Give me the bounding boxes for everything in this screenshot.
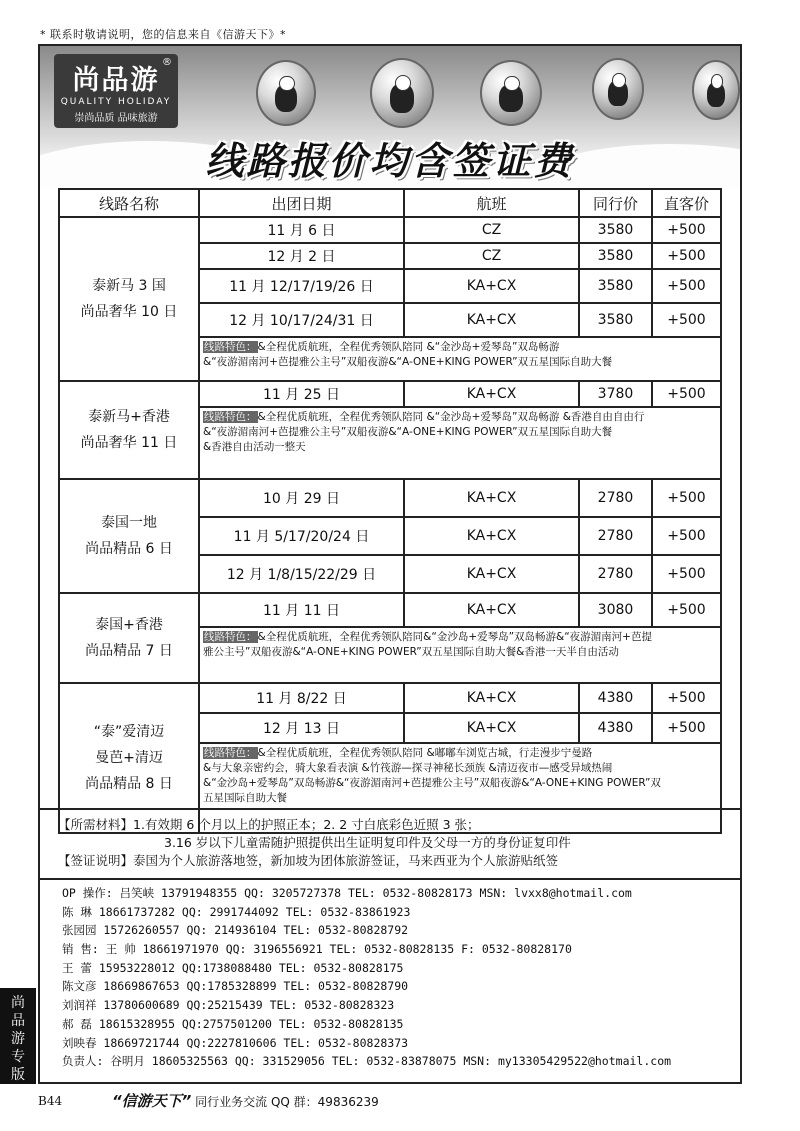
feature-text: &全程优质航班，全程优秀领队陪同 &“金沙岛+爱琴岛”双岛畅游 &香港自由自由行 — [257, 411, 645, 423]
flight: KA+CX — [404, 303, 579, 337]
header-flight: 航班 — [404, 189, 579, 217]
flight: KA+CX — [404, 683, 579, 713]
departure-date: 11 月 11 日 — [199, 593, 404, 627]
contact-line: 张园园 15726260557 QQ: 214936104 TEL: 0532-80828792 — [62, 923, 409, 938]
route-subtitle: 尚品奢华 11 日 — [80, 435, 178, 451]
flight: KA+CX — [404, 517, 579, 555]
page-headline: 线路报价均含签证费 — [205, 139, 575, 183]
snow-globe-icon — [256, 60, 316, 126]
table-row — [59, 683, 721, 713]
feature-line — [203, 645, 717, 660]
route-subtitle: 曼芭+清迈 — [95, 750, 163, 766]
registered-mark: ® — [162, 57, 172, 68]
contact-line: 王 蕾 15953228012 QQ:1738088480 TEL: 0532-80828175 — [62, 960, 404, 975]
logo-english: QUALITY HOLIDAY — [60, 97, 172, 107]
snow-globe-icon — [592, 58, 644, 120]
contact-line: 郝 磊 18615328955 QQ:2757501200 TEL: 0532-80828135 — [62, 1016, 404, 1031]
table-row — [59, 479, 721, 517]
retail-price: +500 — [652, 479, 721, 517]
table-header-row — [59, 189, 721, 217]
route-subtitle: 尚品精品 6 日 — [85, 541, 173, 557]
feature-line — [203, 340, 717, 355]
route-name-cell — [59, 217, 199, 381]
retail-price: +500 — [652, 269, 721, 303]
feature-text: &香港自由活动一整天 — [203, 441, 306, 453]
trade-price: 4380 — [579, 713, 652, 743]
departure-date: 12 月 2 日 — [199, 243, 404, 269]
route-name: 泰国一地 — [101, 515, 157, 531]
feature-line — [203, 776, 717, 791]
contact-line: OP 操作: 吕笑峡 13791948355 QQ: 3205727378 TEL: 0532-80828173 MSN: lvxx8@hotmail.com — [62, 886, 632, 900]
side-tab — [0, 988, 36, 1084]
table-row — [59, 593, 721, 627]
flight: KA+CX — [404, 479, 579, 517]
flight: KA+CX — [404, 269, 579, 303]
logo-slogan: 崇尚品质 品味旅游 — [74, 113, 158, 124]
retail-price: +500 — [652, 683, 721, 713]
retail-price: +500 — [652, 243, 721, 269]
footer-brand: “信游天下” — [112, 1092, 192, 1110]
price-table — [58, 188, 722, 834]
departure-date: 12 月 1/8/15/22/29 日 — [199, 555, 404, 593]
route-name: 泰新马+香港 — [88, 409, 170, 425]
feature-text: 五星国际自助大餐 — [203, 792, 287, 804]
trade-price: 3580 — [579, 269, 652, 303]
departure-date: 11 月 5/17/20/24 日 — [199, 517, 404, 555]
retail-price: +500 — [652, 713, 721, 743]
trade-price: 3780 — [579, 381, 652, 407]
feature-line — [203, 746, 717, 761]
route-name-cell — [59, 683, 199, 833]
route-name-cell — [59, 593, 199, 683]
retail-price: +500 — [652, 303, 721, 337]
footer-text: 同行业务交流 QQ 群：49836239 — [195, 1095, 379, 1109]
feature-line — [203, 761, 717, 776]
trade-price: 4380 — [579, 683, 652, 713]
divider — [40, 878, 740, 880]
contact-line: 刘润祥 13780600689 QQ:25215439 TEL: 0532-80828323 — [62, 998, 395, 1013]
trade-price: 2780 — [579, 555, 652, 593]
contact-list — [62, 884, 671, 1071]
retail-price: +500 — [652, 517, 721, 555]
feature-line — [203, 630, 717, 645]
brand-logo — [54, 54, 178, 128]
feature-label: 线路特色： — [204, 411, 257, 423]
contact-line: 陈 琳 18661737282 QQ: 2991744092 TEL: 0532-83861923 — [62, 904, 411, 919]
departure-date: 11 月 12/17/19/26 日 — [199, 269, 404, 303]
header-retail-price: 直客价 — [652, 189, 721, 217]
table-row — [59, 217, 721, 243]
note-visa: 【签证说明】泰国为个人旅游落地签，新加坡为团体旅游签证，马来西亚为个人旅游贴纸签 — [58, 853, 559, 868]
route-name: “泰”爱清迈 — [93, 724, 165, 740]
feature-text: &全程优质航班，全程优秀领队陪同&“金沙岛+爱琴岛”双岛畅游&“夜游湄南河+芭提 — [257, 631, 652, 643]
flight: KA+CX — [404, 713, 579, 743]
trade-price: 3080 — [579, 593, 652, 627]
retail-price: +500 — [652, 593, 721, 627]
departure-date: 11 月 25 日 — [199, 381, 404, 407]
top-note: * 联系时敬请说明，您的信息来自《信游天下》* — [40, 28, 286, 41]
route-features — [199, 627, 721, 683]
snow-globe-icon — [692, 60, 740, 120]
contact-line: 销 售: 王 帅 18661971970 QQ: 3196556921 TEL: 0532-80828135 F: 0532-80828170 — [62, 942, 572, 957]
feature-line — [203, 410, 717, 425]
departure-date: 11 月 8/22 日 — [199, 683, 404, 713]
trade-price: 3580 — [579, 243, 652, 269]
feature-line — [203, 355, 717, 370]
departure-date: 10 月 29 日 — [199, 479, 404, 517]
logo-name: 尚品游 — [72, 65, 160, 96]
contact-line: 刘映春 18669721744 QQ:2227810606 TEL: 0532-80828373 — [62, 1035, 409, 1050]
trade-price: 3580 — [579, 217, 652, 243]
header-date: 出团日期 — [199, 189, 404, 217]
route-name-cell — [59, 381, 199, 479]
feature-text: 雅公主号”双船夜游&“A-ONE+KING POWER”双五星国际自助大餐&香港一天半自由活动 — [203, 646, 619, 658]
feature-line — [203, 791, 717, 806]
header-trade-price: 同行价 — [579, 189, 652, 217]
feature-text: &“夜游湄南河+芭提雅公主号”双船夜游&“A-ONE+KING POWER”双五星国际自助大餐 — [203, 356, 613, 368]
departure-date: 12 月 13 日 — [199, 713, 404, 743]
flight: KA+CX — [404, 593, 579, 627]
side-tab-text: 尚品游专版 — [11, 995, 25, 1083]
header-route: 线路名称 — [59, 189, 199, 217]
feature-text: &全程优质航班，全程优秀领队陪同 &“金沙岛+爱琴岛”双岛畅游 — [257, 341, 560, 353]
flight: KA+CX — [404, 381, 579, 407]
retail-price: +500 — [652, 555, 721, 593]
feature-label: 线路特色： — [204, 341, 257, 353]
route-features — [199, 337, 721, 381]
departure-date: 12 月 10/17/24/31 日 — [199, 303, 404, 337]
route-features — [199, 407, 721, 479]
footer — [112, 1090, 379, 1111]
snow-globe-icon — [370, 58, 434, 128]
feature-label: 线路特色： — [204, 747, 257, 759]
trade-price: 3580 — [579, 303, 652, 337]
notes-section — [58, 816, 720, 870]
route-subtitle: 尚品精品 7 日 — [85, 643, 173, 659]
contact-line: 陈文彦 18669867653 QQ:1785328899 TEL: 0532-80828790 — [62, 979, 409, 994]
route-name: 泰国+香港 — [95, 617, 163, 633]
route-name-cell — [59, 479, 199, 593]
route-subtitle: 尚品奢华 10 日 — [80, 304, 178, 320]
retail-price: +500 — [652, 381, 721, 407]
trade-price: 2780 — [579, 517, 652, 555]
flight: CZ — [404, 243, 579, 269]
route-name: 泰新马 3 国 — [92, 278, 166, 294]
page-number: B44 — [38, 1094, 63, 1108]
note-materials: 【所需材料】1.有效期 6 个月以上的护照正本；2. 2 寸白底彩色近照 3 张； — [58, 817, 480, 832]
contact-line: 负责人: 谷明月 18605325563 QQ: 331529056 TEL: 0532-83878075 MSN: my13305429522@hotmail.com — [62, 1054, 672, 1069]
feature-label: 线路特色： — [204, 631, 257, 643]
feature-text: &“夜游湄南河+芭提雅公主号”双船夜游&“A-ONE+KING POWER”双五星国际自助大餐 — [203, 426, 613, 438]
feature-line — [203, 440, 717, 455]
snow-globe-icon — [480, 60, 542, 126]
retail-price: +500 — [652, 217, 721, 243]
feature-text: &与大象亲密约会，骑大象看表演 &竹筏游—探寻神秘长颈族 &清迈夜市—感受异域热闹 — [203, 762, 613, 774]
table-row — [59, 381, 721, 407]
feature-text: &“金沙岛+爱琴岛”双岛畅游&“夜游湄南河+芭提雅公主号”双船夜游&“A-ONE+KING POWER”双 — [203, 777, 661, 789]
note-children: 3.16 岁以下儿童需随护照提供出生证明复印件及父母一方的身份证复印件 — [164, 835, 571, 850]
divider — [40, 808, 740, 810]
route-subtitle: 尚品精品 8 日 — [85, 776, 173, 792]
trade-price: 2780 — [579, 479, 652, 517]
flight: KA+CX — [404, 555, 579, 593]
departure-date: 11 月 6 日 — [199, 217, 404, 243]
feature-line — [203, 425, 717, 440]
flight: CZ — [404, 217, 579, 243]
feature-text: &全程优质航班，全程优秀领队陪同 &嘟嘟车浏览古城，行走漫步宁曼路 — [257, 747, 593, 759]
